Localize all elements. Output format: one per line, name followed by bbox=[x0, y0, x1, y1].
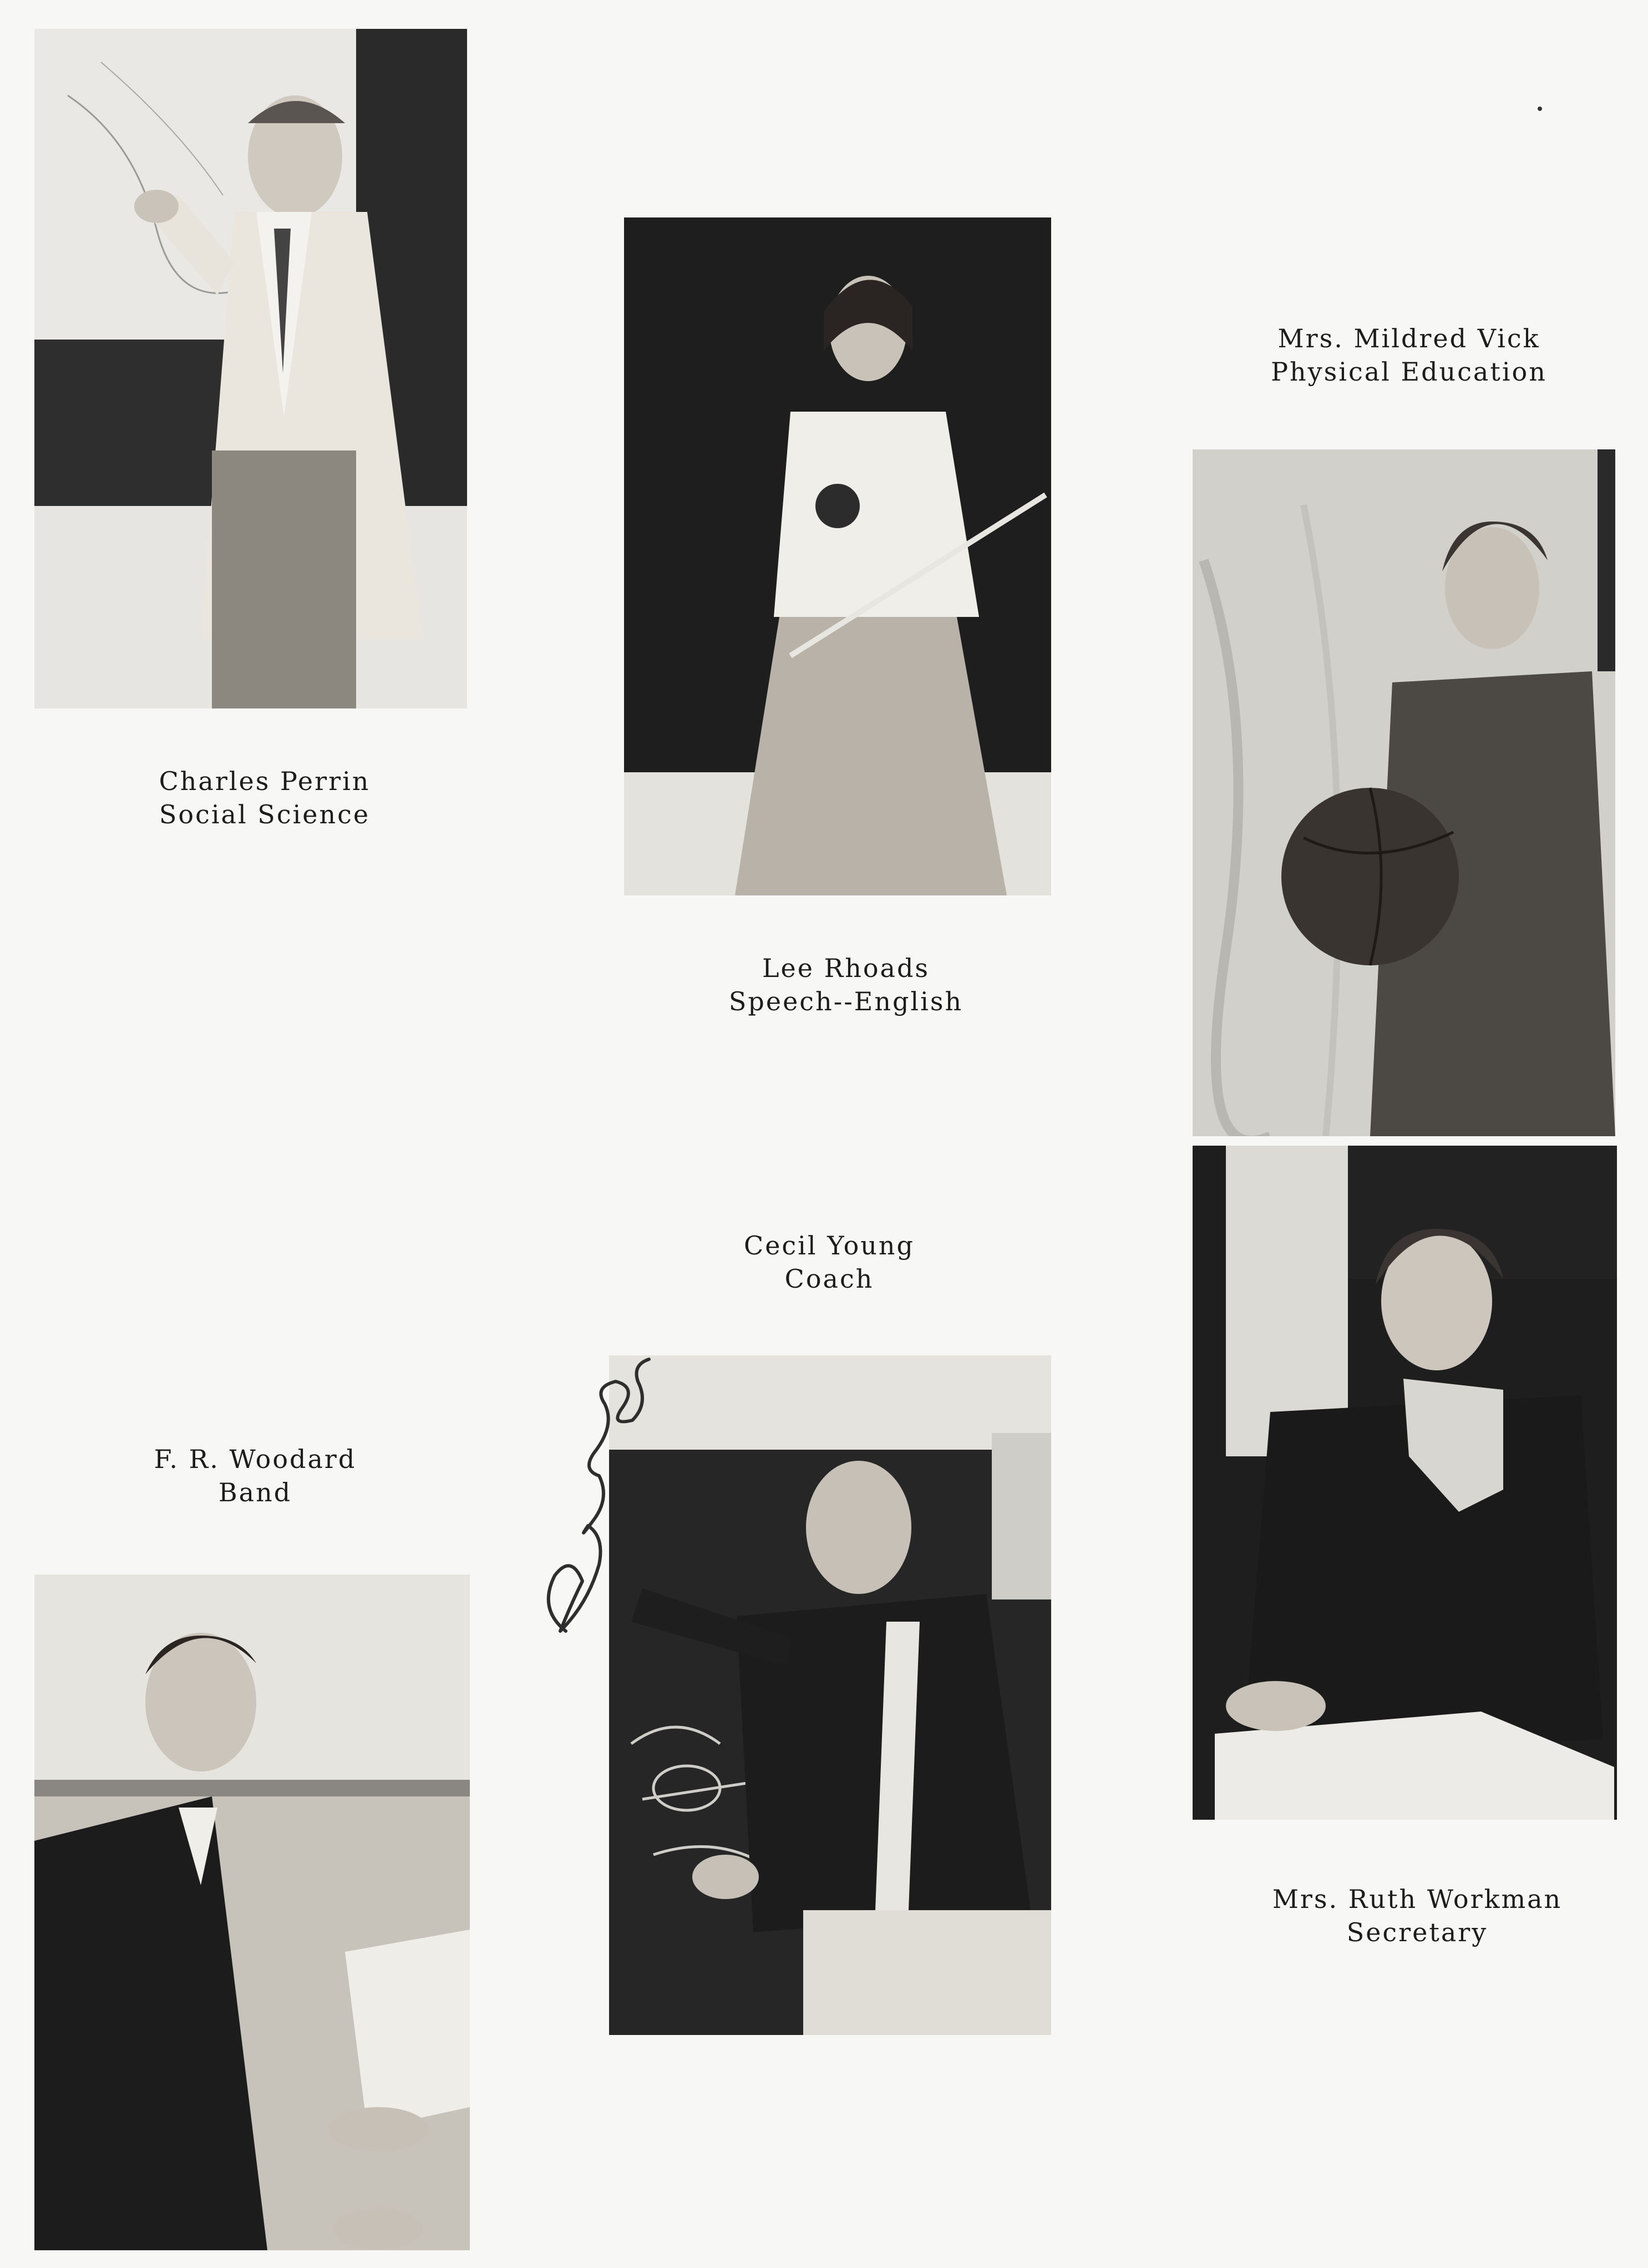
caption-cecil-young bbox=[657, 1229, 1001, 1295]
scan-speck bbox=[1538, 107, 1542, 111]
faculty-subject: Secretary bbox=[1346, 1917, 1488, 1947]
faculty-subject: Social Science bbox=[159, 799, 371, 829]
caption-mildred-vick bbox=[1237, 322, 1581, 388]
caption-charles-perrin bbox=[84, 765, 445, 831]
faculty-name: Lee Rhoads bbox=[762, 953, 930, 983]
faculty-name: Mrs. Ruth Workman bbox=[1272, 1884, 1563, 1914]
photo-lee-rhoads bbox=[624, 217, 1051, 895]
faculty-subject: Speech--English bbox=[728, 986, 964, 1016]
faculty-name: Charles Perrin bbox=[159, 766, 371, 796]
faculty-subject: Physical Education bbox=[1271, 357, 1547, 387]
photo-fr-woodard bbox=[34, 1575, 470, 2250]
photo-mildred-vick bbox=[1193, 449, 1615, 1136]
photo-ruth-workman bbox=[1193, 1146, 1617, 1820]
caption-fr-woodard bbox=[89, 1442, 422, 1509]
caption-ruth-workman bbox=[1237, 1882, 1598, 1949]
faculty-subject: Coach bbox=[784, 1264, 874, 1294]
faculty-name: Mrs. Mildred Vick bbox=[1277, 323, 1540, 353]
faculty-name: Cecil Young bbox=[744, 1231, 915, 1260]
faculty-subject: Band bbox=[218, 1477, 292, 1507]
signature-cy-young bbox=[521, 1343, 688, 1653]
photo-charles-perrin bbox=[34, 29, 467, 708]
faculty-name: F. R. Woodard bbox=[154, 1444, 357, 1474]
caption-lee-rhoads bbox=[680, 951, 1012, 1018]
